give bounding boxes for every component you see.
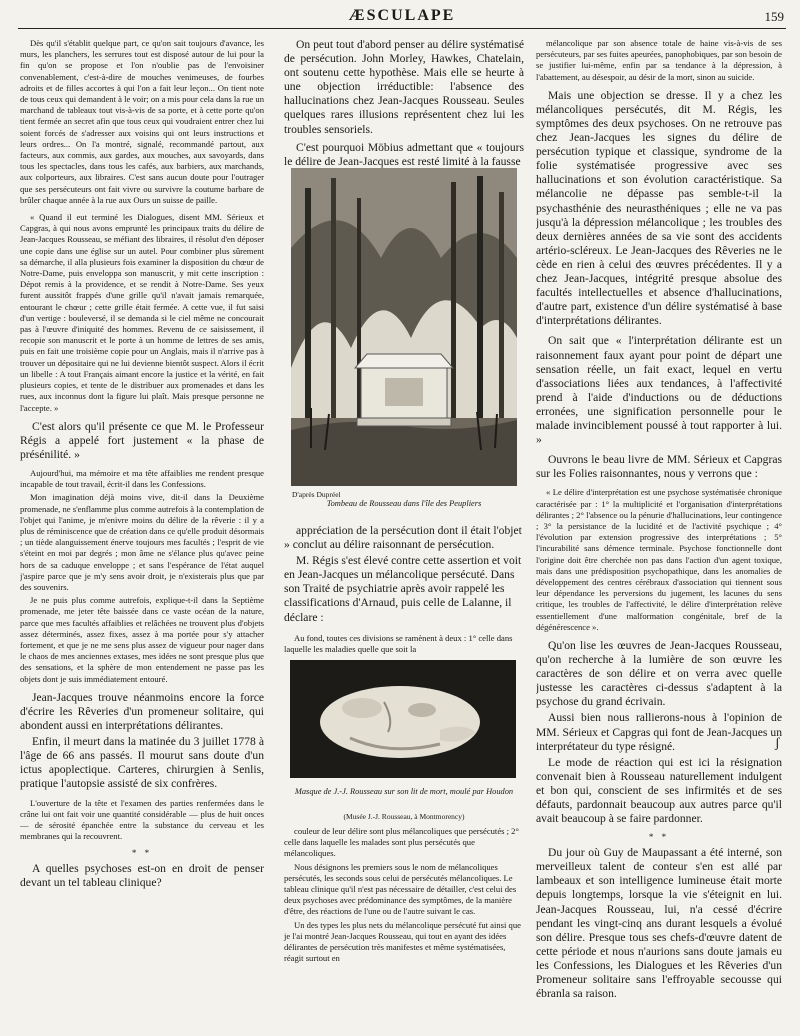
paragraph: On peut tout d'abord penser au délire systématisé de persécution. John Morley, Hawkes, Chatelain, ont soutenu cette hypothèse. Mais elle se heurte à une objection irréductible: l'absence des hallucinations chez Jean-Jacques Rousseau. Seules quelques rares illusions représentent chez lui les troubles sensoriels. [284, 38, 524, 136]
tomb-engraving-image [291, 168, 517, 486]
paragraph: Je ne puis plus comme autrefois, explique-t-il dans la Septième promenade, me jeter tête baissée dans ce vaste océan de la nature, parce que mes facultés affaiblies et relâchées ne trouvent plus d'objets assez déterminés, assez fixes, assez à ma portée pour s'y attacher fortement, et que je ne me sens plus assez de vigueur pour nager dans le chaos de mes anciennes extases, mes idées ne sont presque plus que des sensations, et la sphère de mon entendement ne passe pas les objets dont je suis immédiatement entouré. [20, 595, 264, 684]
paragraph: Aussi bien nous rallierons-nous à l'opinion de MM. Sérieux et Capgras qui font de Jean-Jacques un interprétateur du type résigné. [536, 711, 782, 753]
paragraph: Mais une objection se dresse. Il y a chez les mélancoliques persécutés, dit M. Régis, les symptômes des deux psychoses. On ne retrouve pas chez Jean-Jacques les signes du délire de persécution typique et classique, syndrome de la folie systématisée progressive avec ses hallucinations et son évolution caractéristique. Sa mélancolie ne dépasse pas semble-t-il la psychasthénie des neurasthéniques ; elle ne va pas jusqu'à la dépression mélancolique ; les troubles des deux dernières années de sa vie sont des accidents artério-scléreux. Le Jean-Jacques des Rêveries ne le cède en rien à celui des œuvres précédentes. Il y a chez Jean-Jacques, intégrité presque absolue des facultés intellectuelles et absence d'hallucinations, d'autre part, existence d'un délire systématisé à base d'interprétations délirantes. [536, 88, 782, 328]
figure-source: (Musée J.-J. Rousseau, à Montmorency) [343, 812, 465, 821]
paragraph: « Quand il eut terminé les Dialogues, disent MM. Sérieux et Capgras, à qui nous avons emprunté les principaux traits du délire de Jean-Jacques Rousseau, se méfiant des libraires, il résolut d'en déposer une copie dans une église sur un autel. Pour combiner plus sûrement sa démarche, il alla plusieurs fois examiner la disposition du chœur de Notre-Dame, puis enveloppa son manuscrit, y mit cette inscription : Dépot remis à la providence, et se rendit à Notre-Dame. Ses yeux furent aussitôt frappés d'une grille qu'il n'avait jamais remarquée, entourant le chœur ; cette grille était fermée. A cette vue, il fut saisi d'un vertige : bouleversé, il se demanda si le ciel même ne concourait pas à l'œuvre d'iniquité des hommes. Revenu de ce saisissement, il recopie son manuscrit et le porte à un homme de lettres de ses amis, puis en fait une troisième copie pour un Anglais, mais il n'arrive pas à trouver un dépositaire qui ne lui devienne bientôt suspect. Alors il écrit un libelle : A tout Français aimant encore la justice et la vérité, en fait plusieurs copies, et tente de le distribuer aux promenades et dans les rues, aux inconnus dont la figure lui plaît. Mais presque personne ne l'accepte. » [20, 212, 264, 413]
paragraph: Au fond, toutes ces divisions se ramènent à deux : 1° celle dans laquelle les maladies quelle que soit la [284, 632, 513, 654]
section-separator: * * [131, 848, 153, 859]
column-2-bottom [284, 826, 524, 970]
column-2-top [284, 38, 524, 173]
paragraph: Aujourd'hui, ma mémoire et ma tête affaiblies me rendent presque incapable de tout travail, écrit-il dans les Confessions. [20, 467, 264, 490]
paragraph: Ouvrons le beau livre de MM. Sérieux et Capgras sur les Folies raisonnantes, nous y verrons que : [536, 453, 782, 481]
column-2-middle [284, 524, 524, 661]
paragraph: Qu'on lise les œuvres de Jean-Jacques Rousseau, qu'on recherche à la lumière de son œuvre les caractères de son délire et on verra avec quelle justesse les caractères ci-dessus s'adaptent à la psychose du grand écrivain. [536, 638, 782, 709]
paragraph: C'est pourquoi Möbius admettant que « toujours le délire de Jean-Jacques est resté limité à la fausse [284, 140, 524, 168]
death-mask-figure [290, 660, 516, 778]
column-1 [20, 38, 264, 897]
figure-caption: Masque de J.-J. Rousseau sur son lit de mort, moulé par Houdon [294, 787, 514, 796]
death-mask-image [290, 660, 516, 778]
paragraph: Mon imagination déjà moins vive, dit-il dans la Deuxième promenade, ne s'enflamme plus comme autrefois à la contemplation de l'objet qui l'anime, je m'enivre moins du délire de la rêverie : il y a plus de réminiscence que de création dans ce qu'elle produit désormais ; un tiède alanguissement énerve toujours mes facultés ; l'esprit de vie s'éteint en moi par degrés ; mon âme ne s'élance plus qu'avec peine hors de sa caduque enveloppe ; et sans l'espérance de l'état auquel j'aspire parce que je m'y sens avoir droit, je n'existerais plus que par des souvenirs. [20, 492, 264, 593]
paragraph: Jean-Jacques trouve néanmoins encore la force d'écrire les Rêveries d'un promeneur solitaire, qui abondent aussi en interprétations délirantes. [20, 690, 264, 733]
paragraph: Enfin, il meurt dans la matinée du 3 juillet 1778 à l'âge de 66 ans passés. Il mourut sans doute d'un ictus apoplectique. Carteres, chirurgien à Senlis, pratique l'autopsie assisté de six confrères. [20, 735, 264, 791]
paragraph: Le mode de réaction qui est ici la résignation convenait bien à Rousseau naturellement indulgent et bon qui, conscient de ses infirmités et de ses défauts, pardonnait beaucoup aux autres parce qu'il avait beaucoup à se faire pardonner. [536, 755, 782, 826]
paragraph: mélancolique par son absence totale de haine vis-à-vis de ses persécuteurs, par ses fuites apeurées, panophobiques, par son besoin de se justifier lui-même, enfin par sa tendance à la dépression, à l'abattement, au désespoir, au désir de la mort, sinon au suicide. [536, 38, 782, 82]
paragraph: L'ouverture de la tête et l'examen des parties renfermées dans le crâne lui ont fait voir une quantité considérable — plus de huit onces — de sérosité épanchée entre la substance du cerveau et les membranes qui la recouvrent. [20, 797, 264, 842]
paragraph: M. Régis s'est élevé contre cette assertion et voit en Jean-Jacques un mélancolique persécuté. Dans son Traité de psychiatrie après avoir rappelé les classifications d'Arnaud, puis celle de Lalanne, il déclare : [284, 554, 522, 624]
paragraph: appréciation de la persécution dont il était l'objet » conclut au délire raisonnant de persécution. [284, 524, 522, 552]
paragraph: A quelles psychoses est-on en droit de penser devant un tel tableau clinique? [20, 862, 264, 890]
tomb-engraving-figure [284, 168, 524, 514]
figure-credit: D'après Dupréel [292, 490, 341, 499]
margin-mark: ʃ [775, 736, 780, 751]
column-3 [536, 38, 782, 1007]
paragraph: Du jour où Guy de Maupassant a été interné, son merveilleux talent de conteur s'en est allé par lambeaux et son intelligence lumineuse était morte depuis longtemps, lorsque la vie s'éteignit en lui. Jean-Jacques Rousseau, lui, n'a cessé d'écrire pendant les vingt-cinq ans durant lesquels a évolué son délire. Presque tous ses chefs-d'œuvre datent de cette période et nous n'aurions sans doute jamais eu les Confessions, les Dialogues et les Rêveries d'un Promeneur solitaire sans l'effroyable secousse qui ébranla sa raison. [536, 846, 782, 1001]
paragraph: Dès qu'il s'établit quelque part, ce qu'on sait toujours d'avance, les murs, les planchers, les serrures tout est disposé autour de lui pour la fin qu'on se propose et l'on n'oublie pas de l'envoisiner convenablement, c'est-à-dire de mouches venimeuses, de fourbes adroits et de filles accortes à qui l'on a fait leur leçon... On tient note de tous ceux qui demandent à le voir; on a mis pour cela dans la rue un marchand de tableaux tout vis-à-vis de sa porte, et à cette porte qu'on tient fermée an secret afin que tous ceux qui voudraient entrer chez lui soient forcés de s'adresser aux voisins qui ont leurs instructions et leurs ordres... On l'a montré, signalé, recommandé partout, aux facteurs, aux commis, aux gardes, aux mouches, aux savoyards, dans tous les spectacles, dans tous les cafés, aux barbiers, aux marchands, aux colporteurs, aux libraires. C'est sans aucun doute pour l'outrager que ses persécuteurs ont fait vivre ou survivre la coutume barbare de brûler chaque année à la rue aux Ours un suisse de paille. [20, 38, 264, 205]
paragraph: couleur de leur délire sont plus mélancoliques que persécutés ; 2° celle dans laquelle les malades sont plus persécutés que mélancoliques. [284, 826, 519, 859]
paragraph: Un des types les plus nets du mélancolique persécuté fut ainsi que je l'ai montré Jean-Jacques Rousseau, qui tout en ayant des idées délirantes de persécution très manifestes et même systématisées, réagit surtout en [284, 919, 521, 964]
figure-caption: Tombeau de Rousseau dans l'île des Peupliers [326, 499, 482, 508]
paragraph: Nous désignons les premiers sous le nom de mélancoliques persécutés, les seconds sous celui de persécutés mélancoliques. Le tableau clinique qu'il n'est pas nécessaire de détailler, c'est celui des deux psychoses avec prédominance des symptômes, de la manière d'être, des réactions de l'une ou de l'autre suivant le cas. [284, 861, 517, 917]
paragraph: C'est alors qu'il présente ce que M. le Professeur Régis a appelé fort justement « la phase de présénilité. » [20, 419, 264, 461]
page-number: 159 [764, 9, 784, 24]
quotation: « Le délire d'interprétation est une psychose systématisée chronique caractérisée par : 1° la multiplicité et l'organisation d'interprétations délirantes ; 2° l'absence ou la pénurie d'hallucinations, leur contingence ; 3° la persistance de la lucidité et de l'activité psychique ; 4° l'évolution par extension progressive des interprétations ; 5° l'incurabilité sans démence terminale. Psychose fonctionnelle dont l'origine doit être cherchée non pas dans l'action d'un agent toxique, mais dans une prédisposition psychopathique, dans les anomalies de développement des centres cérébraux d'association qui tiennent sous leur dépendance les perversions du jugement, les lacunes du sens critique, les troubles de l'affectivité, le délire d'interprétation relève essentiellement d'une malformation congénitale, bref de la dégénérescence ». [536, 487, 782, 632]
running-header [18, 6, 786, 29]
journal-title: ÆSCULAPE [348, 7, 456, 24]
section-separator: * * [648, 832, 670, 843]
paragraph: On sait que « l'interprétation délirante est un raisonnement faux ayant pour point de départ une sensation réelle, un fait exact, lequel en vertu d'associations liées aux tendances, à l'affectivité prend à l'aide d'inductions ou de déductions erronées, une signification personnelle pour le malade invinciblement poussé à tout rapporter à lui. » [536, 334, 782, 447]
